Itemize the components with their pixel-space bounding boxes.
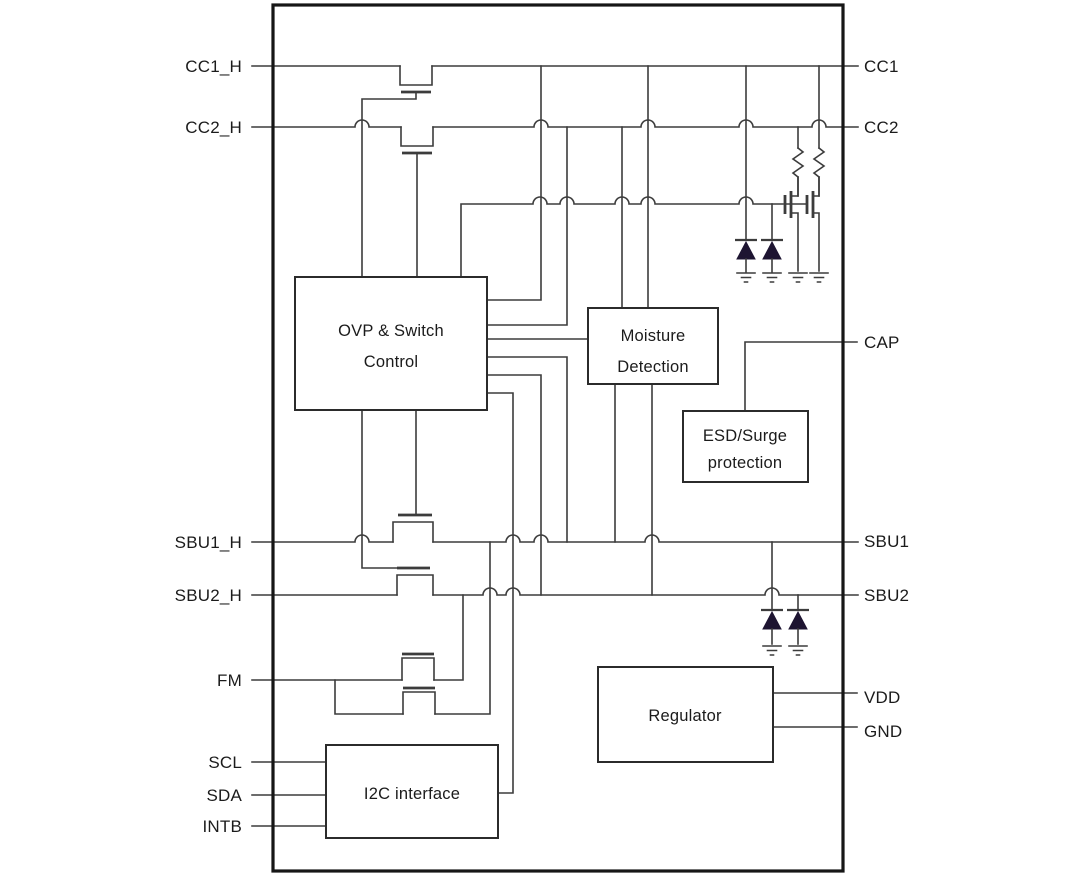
block-ovp-switch-control bbox=[295, 277, 487, 410]
wire-fm-branch bbox=[335, 680, 403, 714]
pin-label-scl: SCL bbox=[208, 753, 242, 772]
wire-cap bbox=[745, 342, 857, 411]
sbu2-pass-fet-icon bbox=[362, 410, 433, 595]
pin-label-sbu1-h: SBU1_H bbox=[174, 533, 242, 552]
fm-fet-lower-icon bbox=[403, 688, 435, 714]
pin-label-vdd: VDD bbox=[864, 688, 901, 707]
block-regulator-label: Regulator bbox=[648, 707, 722, 725]
block-ovp-label-line2: Control bbox=[363, 353, 419, 371]
block-ovp-label-line1: OVP & Switch bbox=[338, 322, 444, 340]
wire-ovp-to-cc1 bbox=[487, 66, 541, 300]
wire-i2c-to-ovp bbox=[487, 393, 513, 793]
esd-diode-gate-icon bbox=[761, 240, 783, 272]
ground-icon bbox=[789, 273, 807, 282]
wire-sbu2-rail bbox=[433, 588, 858, 595]
esd-diode-sbu1-icon bbox=[761, 610, 783, 644]
block-i2c-label: I2C interface bbox=[363, 785, 461, 803]
block-i2c-interface bbox=[326, 745, 498, 838]
wire-cc2-rail bbox=[433, 120, 858, 127]
block-regulator bbox=[598, 667, 773, 762]
wire-ovp-to-sbu1 bbox=[487, 357, 567, 542]
esd-diode-cc1-icon bbox=[735, 240, 757, 272]
pin-label-cc2: CC2 bbox=[864, 118, 899, 137]
block-moisture-label-line1: Moisture bbox=[620, 327, 686, 345]
wire-sbu1-rail bbox=[433, 535, 858, 542]
esd-diode-sbu2-icon bbox=[787, 610, 809, 644]
resistor-a-icon bbox=[793, 148, 803, 177]
pin-labels-left bbox=[175, 57, 243, 836]
pin-labels-right bbox=[864, 57, 909, 741]
pulldown-fet-pair-icon bbox=[785, 178, 819, 271]
cc2-pass-fet-icon bbox=[401, 127, 433, 277]
ground-icon bbox=[763, 273, 781, 282]
fm-fet-upper-icon bbox=[402, 654, 434, 680]
pin-label-intb: INTB bbox=[202, 817, 242, 836]
pin-label-gnd: GND bbox=[864, 722, 903, 741]
block-esd-label-line1: ESD/Surge bbox=[702, 427, 788, 445]
pin-label-sbu2-h: SBU2_H bbox=[174, 586, 242, 605]
ground-icon bbox=[810, 273, 828, 282]
pin-label-sda: SDA bbox=[206, 786, 242, 805]
ground-icon bbox=[789, 646, 807, 655]
pin-label-cc1-h: CC1_H bbox=[185, 57, 242, 76]
pin-label-sbu2: SBU2 bbox=[864, 586, 910, 605]
pin-label-cc2-h: CC2_H bbox=[185, 118, 242, 137]
sbu1-pass-fet-icon bbox=[393, 410, 433, 542]
pin-label-fm: FM bbox=[217, 671, 242, 690]
pin-label-sbu1: SBU1 bbox=[864, 532, 910, 551]
block-moisture-detection bbox=[588, 308, 718, 384]
cc1-pass-fet-icon bbox=[362, 66, 432, 277]
resistor-b-icon bbox=[814, 148, 824, 177]
block-esd-label-line2: protection bbox=[707, 454, 783, 472]
wire-fm-to-sbu2 bbox=[434, 595, 463, 680]
wire-ovp-to-sbu2 bbox=[487, 375, 541, 595]
block-moisture-label-line2: Detection bbox=[617, 358, 689, 376]
wire-ovp-to-cc2 bbox=[487, 127, 567, 325]
ground-icon bbox=[737, 273, 755, 282]
block-esd-surge-protection bbox=[683, 411, 808, 482]
pin-label-cc1: CC1 bbox=[864, 57, 899, 76]
pin-label-cap: CAP bbox=[864, 333, 900, 352]
ground-icon bbox=[763, 646, 781, 655]
